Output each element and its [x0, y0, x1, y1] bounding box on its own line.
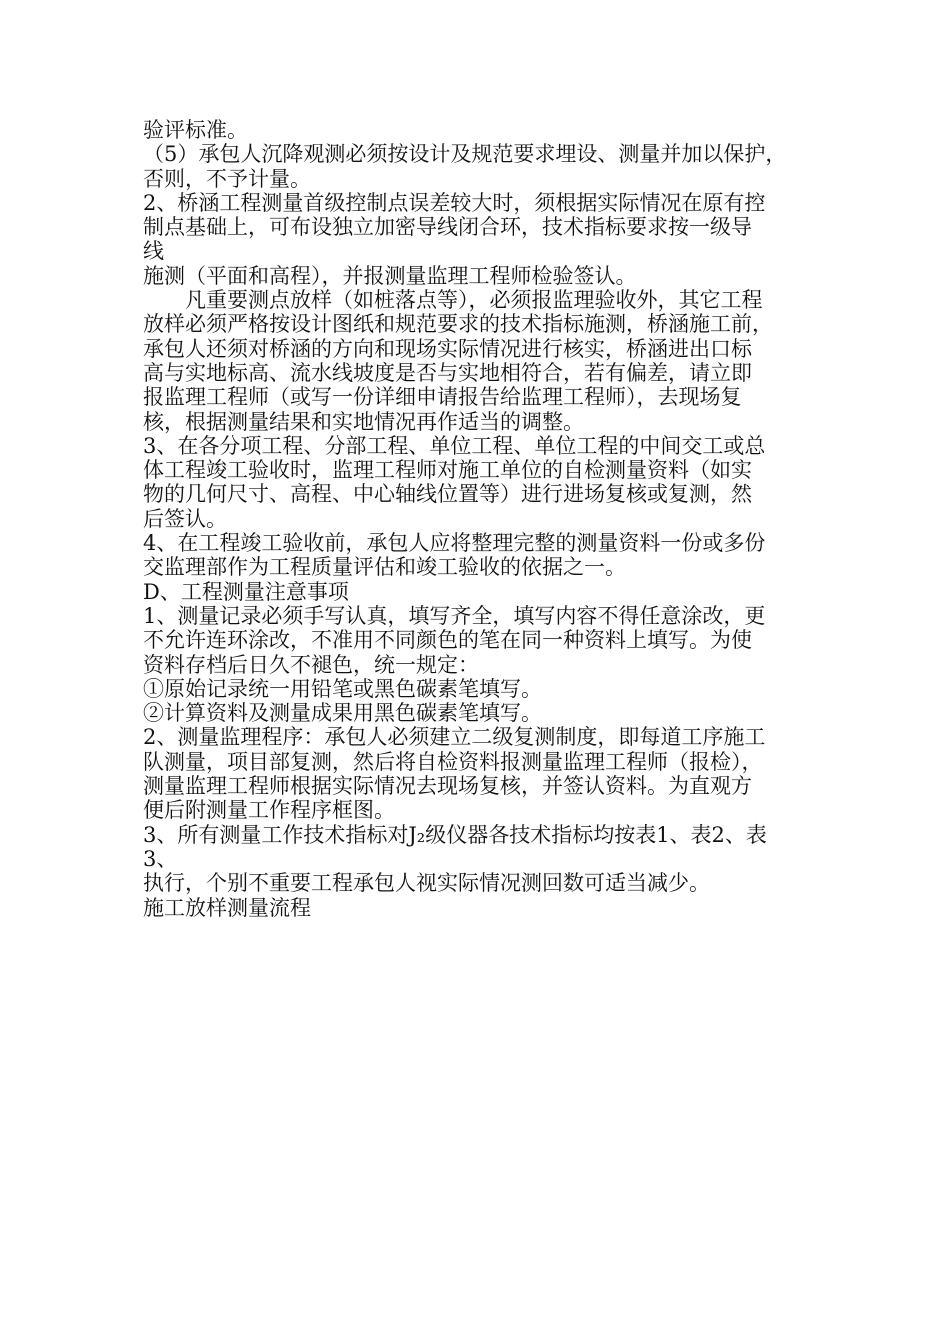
section-heading: D、工程测量注意事项	[143, 579, 349, 604]
text-line: 后签认。	[143, 506, 227, 531]
text-line: 线	[143, 239, 164, 264]
text-line: 2、测量监理程序：承包人必须建立二级复测制度，即每道工序施工	[143, 725, 766, 750]
text-line: 施测（平面和高程），并报测量监理工程师检验签认。	[143, 263, 637, 288]
text-line: 3、在各分项工程、分部工程、单位工程、单位工程的中间交工或总	[143, 433, 766, 458]
document-body	[143, 118, 823, 920]
text-line: 否则，不予计量。	[143, 166, 311, 191]
section-heading: 施工放样测量流程	[143, 895, 311, 920]
text-line: 体工程竣工验收时，监理工程师对施工单位的自检测量资料（如实	[143, 458, 752, 483]
text-line: ①原始记录统一用铅笔或黑色碳素笔填写。	[143, 676, 542, 701]
text-line: 队测量，项目部复测，然后将自检资料报测量监理工程师（报检），	[143, 749, 763, 774]
text-line: 2、桥涵工程测量首级控制点误差较大时，须根据实际情况在原有控	[143, 190, 766, 215]
text-line: 交监理部作为工程质量评估和竣工验收的依据之一。	[143, 555, 626, 580]
text-line: 不允许连环涂改，不准用不同颜色的笔在同一种资料上填写。为使	[143, 628, 752, 653]
text-line: ②计算资料及测量成果用黑色碳素笔填写。	[143, 701, 542, 726]
text-line: 测量监理工程师根据实际情况去现场复核，并签认资料。为直观方	[143, 774, 752, 799]
text-line: 3、所有测量工作技术指标对J₂级仪器各技术指标均按表1、表2、表	[143, 822, 767, 847]
text-line: 物的几何尺寸、高程、中心轴线位置等）进行进场复核或复测，然	[143, 482, 752, 507]
text-line: 核，根据测量结果和实地情况再作适当的调整。	[143, 409, 584, 434]
text-line: 便后附测量工作程序框图。	[143, 798, 395, 823]
text-line: 凡重要测点放样（如桩落点等），必须报监理验收外，其它工程	[185, 288, 763, 313]
text-line: 3、	[143, 846, 178, 871]
text-line: 1、测量记录必须手写认真，填写齐全，填写内容不得任意涂改，更	[143, 603, 766, 628]
text-line: 资料存档后日久不褪色，统一规定：	[143, 652, 479, 677]
text-line: 执行，个别不重要工程承包人视实际情况测回数可适当减少。	[143, 871, 710, 896]
text-line: （5）承包人沉降观测必须按设计及规范要求埋设、测量并加以保护，	[143, 142, 787, 167]
text-line: 4、在工程竣工验收前，承包人应将整理完整的测量资料一份或多份	[143, 531, 766, 556]
text-line: 放样必须严格按设计图纸和规范要求的技术指标施测，桥涵施工前，	[143, 312, 773, 337]
text-line: 高与实地标高、流水线坡度是否与实地相符合，若有偏差，请立即	[143, 360, 752, 385]
text-line: 报监理工程师（或写一份详细申请报告给监理工程师），去现场复	[143, 385, 742, 410]
text-line: 承包人还须对桥涵的方向和现场实际情况进行核实，桥涵进出口标	[143, 336, 752, 361]
text-line: 验评标准。	[143, 118, 248, 142]
text-line: 制点基础上，可布设独立加密导线闭合环，技术指标要求按一级导	[143, 215, 752, 240]
